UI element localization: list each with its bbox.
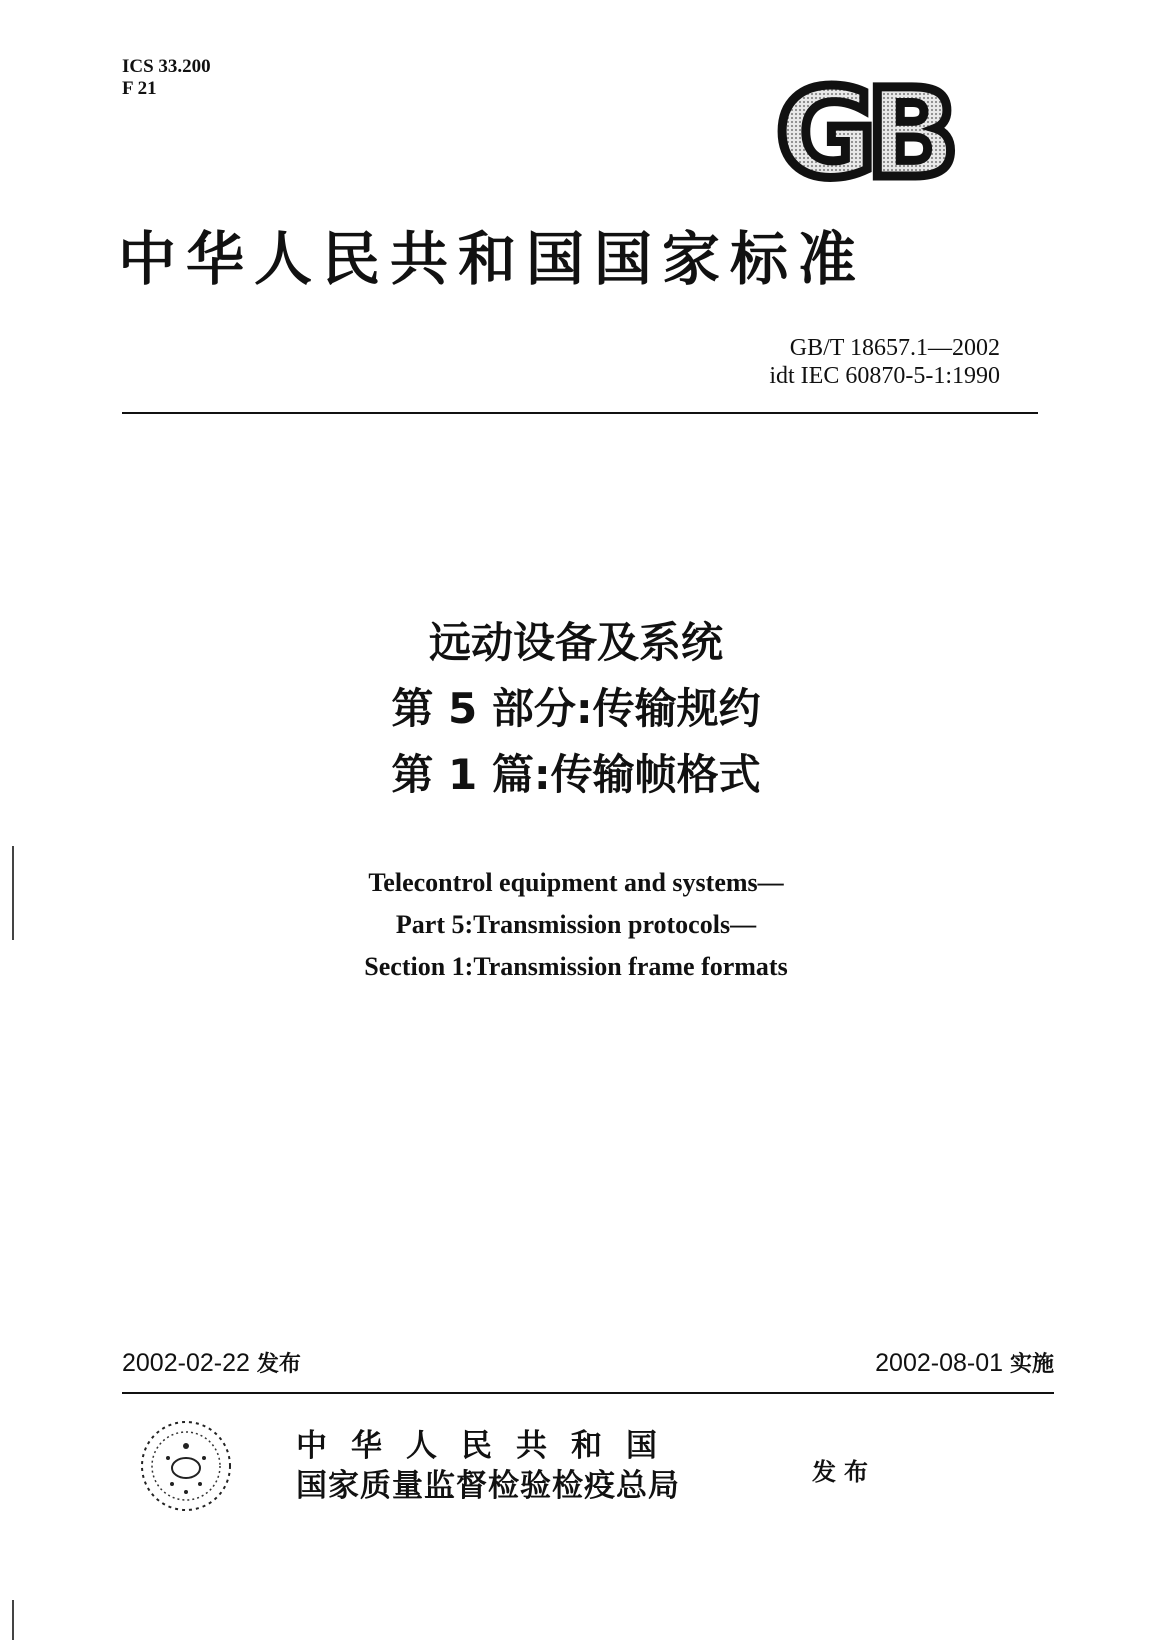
standard-identifiers <box>700 334 1000 390</box>
ics-code: ICS 33.200 <box>122 56 211 77</box>
cn-title-line1: 远动设备及系统 <box>428 618 723 667</box>
cn-title-line2: 第 5 部分:传输规约 <box>391 684 761 733</box>
issuer-line2: 国家质量监督检验检疫总局 <box>296 1468 680 1504</box>
effective-date <box>760 1348 1054 1380</box>
national-standard-title: 中华人民共和国国家标准 <box>118 225 867 293</box>
issuer-line1: 中华人民共和国 <box>296 1428 681 1464</box>
issuing-authority <box>296 1426 681 1506</box>
issue-date-value: 2002-02-22 <box>122 1349 250 1377</box>
cn-title-line3: 第 1 篇:传输帧格式 <box>391 750 761 799</box>
idt-reference: idt IEC 60870-5-1:1990 <box>769 363 1000 389</box>
gb-logo-text: GB <box>776 76 950 184</box>
bottom-divider <box>122 1392 1054 1394</box>
effective-date-value: 2002-08-01 <box>875 1349 1004 1377</box>
en-title-line1: Telecontrol equipment and systems— <box>368 868 784 897</box>
effective-date-suffix: 实施 <box>1009 1352 1054 1377</box>
scan-margin-mark <box>12 1600 14 1640</box>
publish-label: 发布 <box>812 1458 876 1486</box>
seal-emblem-icon <box>138 1418 234 1514</box>
issue-date <box>122 1348 301 1380</box>
issue-date-suffix: 发布 <box>256 1352 301 1377</box>
ccs-code: F 21 <box>122 78 157 99</box>
top-divider <box>122 412 1038 414</box>
standard-number: GB/T 18657.1—2002 <box>789 335 1000 361</box>
classification-codes <box>122 56 211 100</box>
gb-logo <box>774 76 992 184</box>
scan-margin-mark <box>12 846 14 940</box>
en-title-line3: Section 1:Transmission frame formats <box>364 952 788 981</box>
en-title-line2: Part 5:Transmission protocols— <box>395 910 757 939</box>
